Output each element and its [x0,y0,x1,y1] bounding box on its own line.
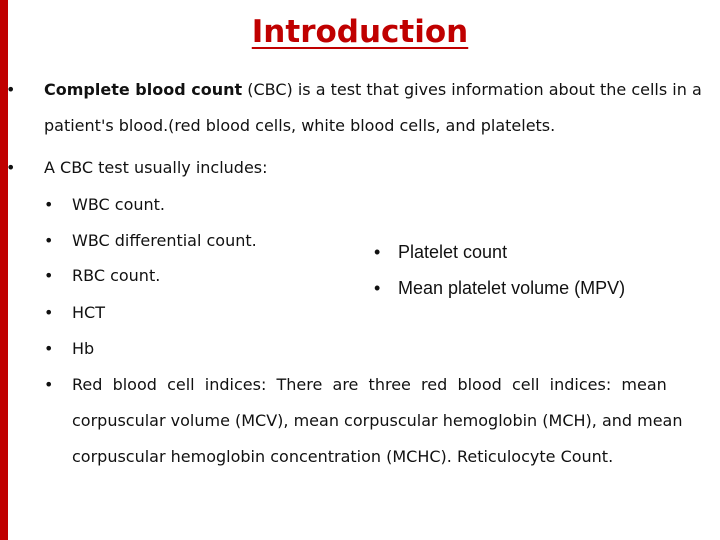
sub-item-hb: Hb [72,339,95,358]
sub-item-rbc-count: RBC count. [72,266,161,285]
sub-item-indices-line1: Red blood cell indices: There are three red blood cell indices: mean [72,375,667,394]
bullet-dot: • [44,303,54,322]
point2-text: A CBC test usually includes: [44,158,268,177]
sub-item-hct: HCT [72,303,105,322]
point1-line2: patient's blood.(red blood cells, white blood cells, and platelets. [44,116,556,135]
bullet-dot: • [44,266,54,285]
sub-item-wbc-differential: WBC differential count. [72,231,257,250]
right-item-mpv: Mean platelet volume (MPV) [398,278,626,298]
bullet-dot: • [6,158,16,177]
bullet-dot: • [44,339,54,358]
point1-line1 [44,72,714,108]
bullet-dot: • [6,80,16,99]
bullet-dot: • [374,278,381,298]
right-item-platelet-count: Platelet count [398,242,508,262]
sub-item-wbc-count: WBC count. [72,195,165,214]
bullet-dot: • [374,242,381,262]
bullet-dot: • [44,195,54,214]
sub-item-indices-line2: corpuscular volume (MCV), mean corpuscular hemoglobin (MCH), and mean [72,411,683,430]
point1-text: (CBC) is a test that gives information about the cells in a [242,80,702,99]
bullet-dot: • [44,231,54,250]
bullet-dot: • [44,375,54,394]
slide-title: Introduction [251,14,469,50]
point1-bold: Complete blood count [44,80,243,99]
sub-item-indices-line3: corpuscular hemoglobin concentration (MCHC). Reticulocyte Count. [72,447,614,466]
